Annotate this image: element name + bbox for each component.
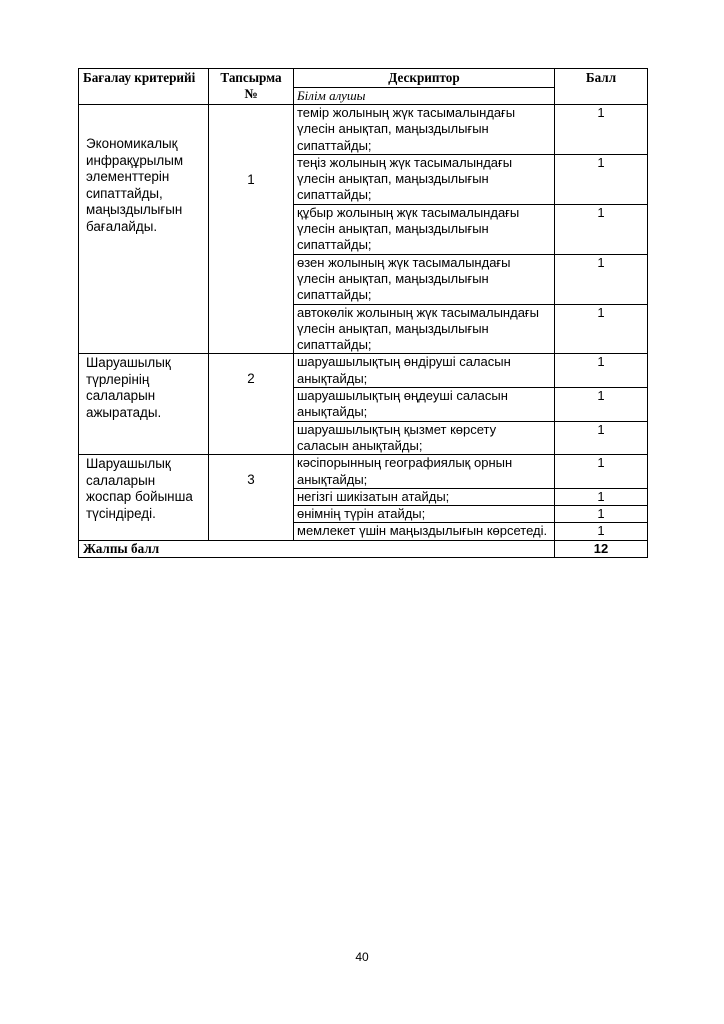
score-cell: 1 — [555, 154, 648, 204]
descriptor-cell: мемлекет үшін маңыздылығын көрсетеді. — [294, 523, 555, 540]
score-cell: 1 — [555, 304, 648, 354]
descriptor-cell: кәсіпорынның географиялық орнын анықтайды; — [294, 455, 555, 489]
subheader-student: Білім алушы — [294, 88, 555, 105]
table-row — [79, 455, 648, 489]
criterion-cell: Шаруашылық салаларын жоспар бойынша түсіндіреді. — [79, 455, 209, 540]
header-criterion: Бағалау критерийі — [79, 69, 209, 105]
descriptor-cell: теңіз жолының жүк тасымалындағы үлесін анықтап, маңыздылығын сипаттайды; — [294, 154, 555, 204]
header-descriptor: Дескриптор — [294, 69, 555, 88]
score-cell: 1 — [555, 455, 648, 489]
score-cell: 1 — [555, 421, 648, 455]
criterion-cell: Экономикалық инфрақұрылым элементтерін сипаттайды, маңыздылығын бағалайды. — [79, 105, 209, 354]
descriptor-cell: негізгі шикізатын атайды; — [294, 488, 555, 505]
header-task: Тапсырма № — [209, 69, 294, 105]
descriptor-cell: құбыр жолының жүк тасымалындағы үлесін анықтап, маңыздылығын сипаттайды; — [294, 204, 555, 254]
score-cell: 1 — [555, 488, 648, 505]
score-cell: 1 — [555, 105, 648, 155]
table-row — [79, 354, 648, 388]
total-row — [79, 540, 648, 557]
table-row — [79, 105, 648, 155]
descriptor-cell: автокөлік жолының жүк тасымалындағы үлесін анықтап, маңыздылығын сипаттайды; — [294, 304, 555, 354]
descriptor-cell: шаруашылықтың қызмет көрсету саласын анықтайды; — [294, 421, 555, 455]
score-cell: 1 — [555, 523, 648, 540]
score-cell: 1 — [555, 204, 648, 254]
criterion-cell: Шаруашылық түрлерінің салаларын ажыратады. — [79, 354, 209, 455]
assessment-rubric-table — [78, 68, 648, 558]
descriptor-cell: шаруашылықтың өндіруші саласын анықтайды; — [294, 354, 555, 388]
header-score: Балл — [555, 69, 648, 105]
descriptor-cell: шаруашылықтың өңдеуші саласын анықтайды; — [294, 388, 555, 422]
descriptor-cell: темір жолының жүк тасымалындағы үлесін анықтап, маңыздылығын сипаттайды; — [294, 105, 555, 155]
task-number-cell: 1 — [209, 105, 294, 354]
page-number: 40 — [355, 950, 369, 964]
total-label: Жалпы балл — [79, 540, 555, 557]
task-number-cell: 3 — [209, 455, 294, 540]
descriptor-cell: өзен жолының жүк тасымалындағы үлесін анықтап, маңыздылығын сипаттайды; — [294, 254, 555, 304]
score-cell: 1 — [555, 388, 648, 422]
score-cell: 1 — [555, 354, 648, 388]
header-row — [79, 69, 648, 88]
score-cell: 1 — [555, 254, 648, 304]
task-number-cell: 2 — [209, 354, 294, 455]
total-score: 12 — [555, 540, 648, 557]
descriptor-cell: өнімнің түрін атайды; — [294, 506, 555, 523]
score-cell: 1 — [555, 506, 648, 523]
